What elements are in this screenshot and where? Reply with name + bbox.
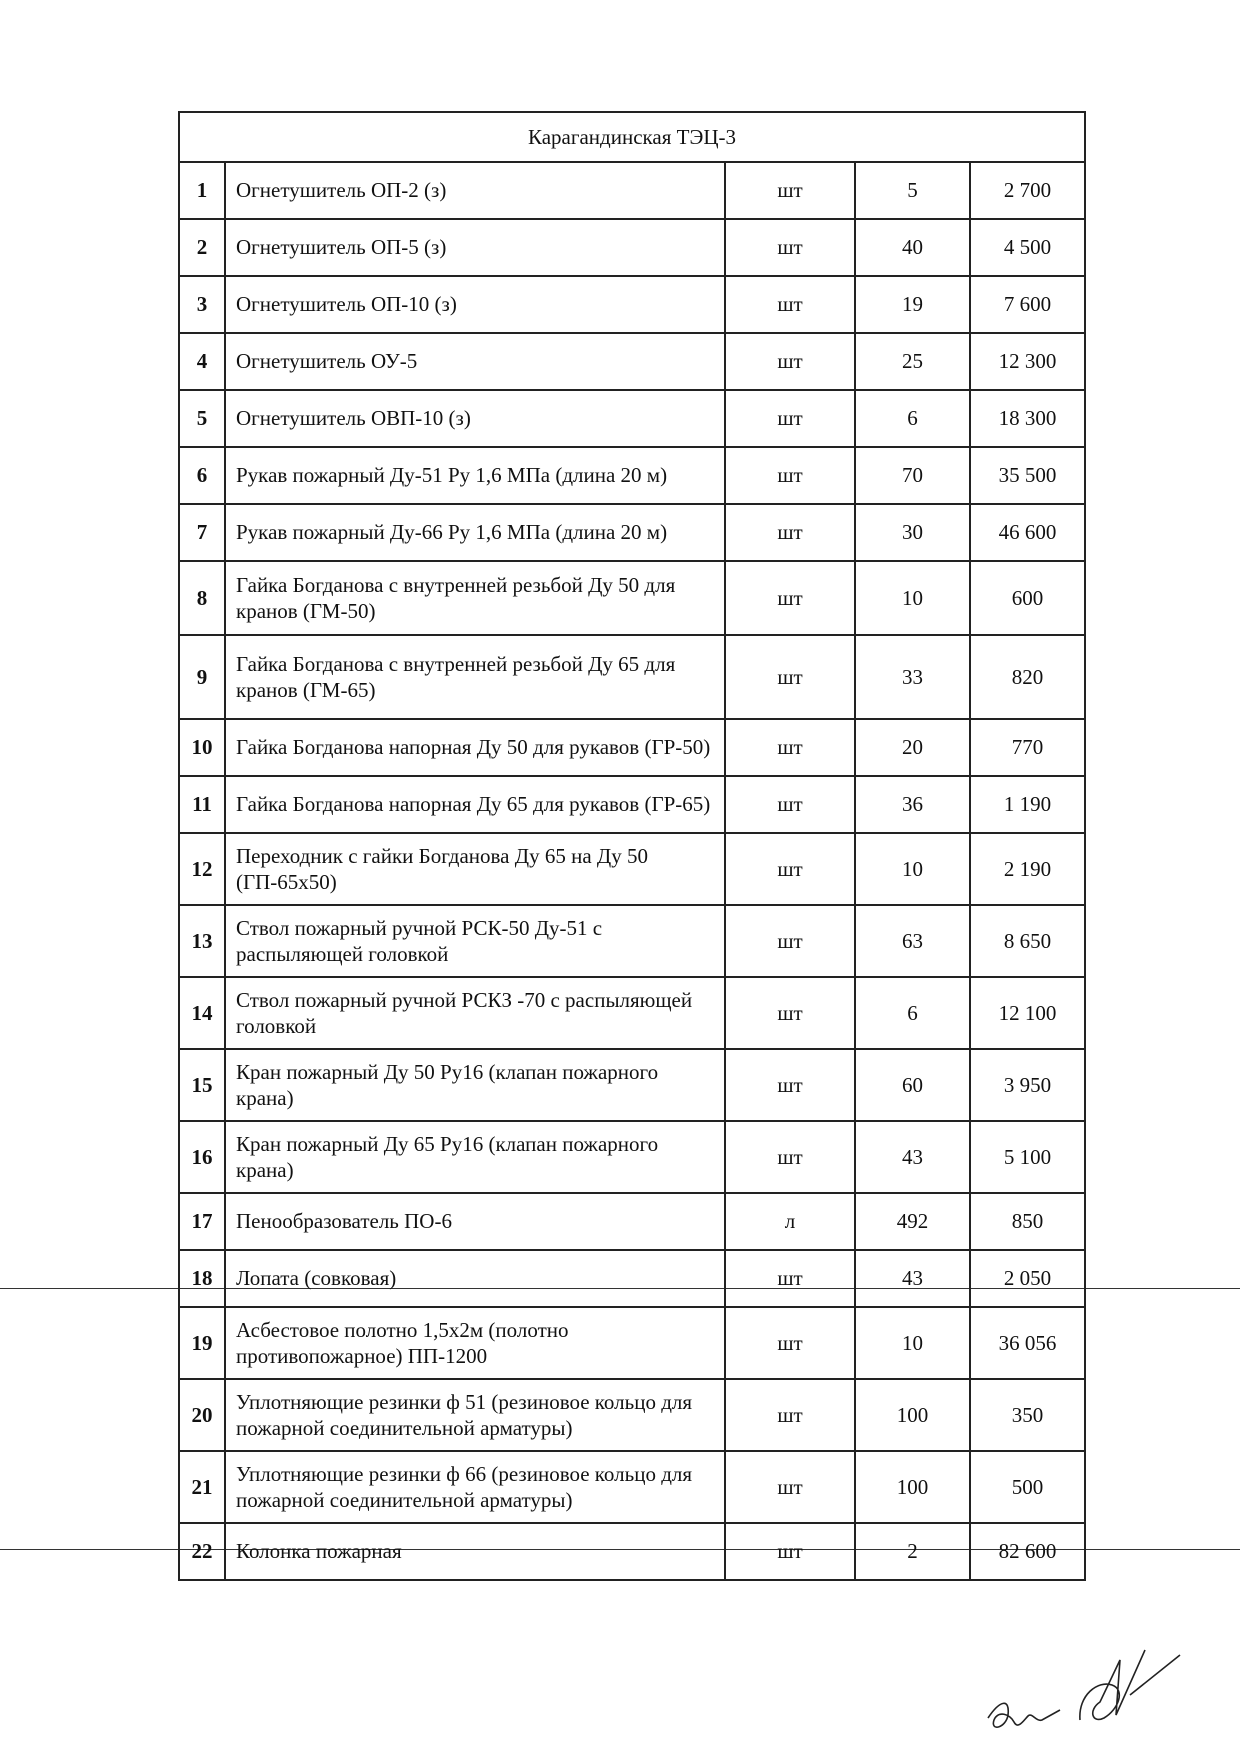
row-number: 7 — [179, 504, 225, 561]
table-row — [179, 635, 1085, 719]
table-row — [179, 504, 1085, 561]
price: 46 600 — [970, 504, 1085, 561]
row-number: 11 — [179, 776, 225, 833]
price: 5 100 — [970, 1121, 1085, 1193]
item-name: Колонка пожарная — [225, 1523, 725, 1580]
item-name: Огнетушитель ОУ-5 — [225, 333, 725, 390]
item-name: Гайка Богданова с внутренней резьбой Ду 65 для кранов (ГМ-65) — [225, 635, 725, 719]
table-row — [179, 977, 1085, 1049]
price: 35 500 — [970, 447, 1085, 504]
quantity: 43 — [855, 1121, 970, 1193]
table-row — [179, 219, 1085, 276]
price: 3 950 — [970, 1049, 1085, 1121]
item-name: Кран пожарный Ду 65 Ру16 (клапан пожарного крана) — [225, 1121, 725, 1193]
table-row — [179, 833, 1085, 905]
item-name: Огнетушитель ОП-10 (з) — [225, 276, 725, 333]
unit-of-measure: л — [725, 1193, 855, 1250]
table-row — [179, 905, 1085, 977]
unit-of-measure: шт — [725, 719, 855, 776]
price: 350 — [970, 1379, 1085, 1451]
item-name: Переходник с гайки Богданова Ду 65 на Ду 50 (ГП-65х50) — [225, 833, 725, 905]
unit-of-measure: шт — [725, 977, 855, 1049]
quantity: 20 — [855, 719, 970, 776]
quantity: 2 — [855, 1523, 970, 1580]
price: 18 300 — [970, 390, 1085, 447]
signature-image — [980, 1640, 1210, 1740]
unit-of-measure: шт — [725, 219, 855, 276]
table-row — [179, 1379, 1085, 1451]
price: 820 — [970, 635, 1085, 719]
quantity: 5 — [855, 162, 970, 219]
quantity: 63 — [855, 905, 970, 977]
item-name: Лопата (совковая) — [225, 1250, 725, 1307]
unit-of-measure: шт — [725, 1523, 855, 1580]
row-number: 1 — [179, 162, 225, 219]
row-number: 18 — [179, 1250, 225, 1307]
item-name: Уплотняющие резинки ф 66 (резиновое кольцо для пожарной соединительной арматуры) — [225, 1451, 725, 1523]
table-row — [179, 776, 1085, 833]
table-row — [179, 447, 1085, 504]
row-number: 21 — [179, 1451, 225, 1523]
price: 7 600 — [970, 276, 1085, 333]
price: 770 — [970, 719, 1085, 776]
price: 82 600 — [970, 1523, 1085, 1580]
table-row — [179, 1049, 1085, 1121]
unit-of-measure: шт — [725, 635, 855, 719]
table-row — [179, 1307, 1085, 1379]
item-name: Рукав пожарный Ду-51 Ру 1,6 МПа (длина 20 м) — [225, 447, 725, 504]
unit-of-measure: шт — [725, 1049, 855, 1121]
unit-of-measure: шт — [725, 333, 855, 390]
row-number: 15 — [179, 1049, 225, 1121]
table-row — [179, 1250, 1085, 1307]
quantity: 30 — [855, 504, 970, 561]
unit-of-measure: шт — [725, 1250, 855, 1307]
table-row — [179, 162, 1085, 219]
unit-of-measure: шт — [725, 276, 855, 333]
unit-of-measure: шт — [725, 561, 855, 635]
price: 600 — [970, 561, 1085, 635]
item-name: Гайка Богданова напорная Ду 50 для рукавов (ГР-50) — [225, 719, 725, 776]
row-number: 5 — [179, 390, 225, 447]
item-name: Гайка Богданова напорная Ду 65 для рукавов (ГР-65) — [225, 776, 725, 833]
quantity: 43 — [855, 1250, 970, 1307]
row-number: 17 — [179, 1193, 225, 1250]
price: 2 050 — [970, 1250, 1085, 1307]
quantity: 25 — [855, 333, 970, 390]
item-name: Пенообразователь ПО-6 — [225, 1193, 725, 1250]
item-name: Огнетушитель ОП-2 (з) — [225, 162, 725, 219]
item-name: Огнетушитель ОП-5 (з) — [225, 219, 725, 276]
quantity: 10 — [855, 1307, 970, 1379]
item-name: Рукав пожарный Ду-66 Ру 1,6 МПа (длина 20 м) — [225, 504, 725, 561]
item-name: Ствол пожарный ручной РСКЗ -70 с распыляющей головкой — [225, 977, 725, 1049]
unit-of-measure: шт — [725, 390, 855, 447]
price: 12 100 — [970, 977, 1085, 1049]
unit-of-measure: шт — [725, 162, 855, 219]
table-row — [179, 719, 1085, 776]
quantity: 70 — [855, 447, 970, 504]
row-number: 10 — [179, 719, 225, 776]
quantity: 6 — [855, 390, 970, 447]
price: 4 500 — [970, 219, 1085, 276]
unit-of-measure: шт — [725, 1121, 855, 1193]
row-number: 3 — [179, 276, 225, 333]
unit-of-measure: шт — [725, 776, 855, 833]
quantity: 10 — [855, 833, 970, 905]
row-number: 20 — [179, 1379, 225, 1451]
quantity: 492 — [855, 1193, 970, 1250]
quantity: 100 — [855, 1379, 970, 1451]
quantity: 60 — [855, 1049, 970, 1121]
items-table — [178, 111, 1086, 1581]
quantity: 36 — [855, 776, 970, 833]
item-name: Кран пожарный Ду 50 Ру16 (клапан пожарного крана) — [225, 1049, 725, 1121]
item-name: Асбестовое полотно 1,5х2м (полотно противопожарное) ПП-1200 — [225, 1307, 725, 1379]
row-number: 16 — [179, 1121, 225, 1193]
price: 12 300 — [970, 333, 1085, 390]
quantity: 100 — [855, 1451, 970, 1523]
unit-of-measure: шт — [725, 833, 855, 905]
quantity: 10 — [855, 561, 970, 635]
item-name: Ствол пожарный ручной РСК-50 Ду-51 с распыляющей головкой — [225, 905, 725, 977]
price: 8 650 — [970, 905, 1085, 977]
table-title-row — [179, 112, 1085, 162]
row-number: 9 — [179, 635, 225, 719]
row-number: 19 — [179, 1307, 225, 1379]
table-row — [179, 390, 1085, 447]
row-number: 12 — [179, 833, 225, 905]
quantity: 40 — [855, 219, 970, 276]
unit-of-measure: шт — [725, 1379, 855, 1451]
item-name: Уплотняющие резинки ф 51 (резиновое кольцо для пожарной соединительной арматуры) — [225, 1379, 725, 1451]
item-name: Огнетушитель ОВП-10 (з) — [225, 390, 725, 447]
table-row — [179, 1193, 1085, 1250]
table-title: Карагандинская ТЭЦ-3 — [179, 112, 1085, 162]
quantity: 6 — [855, 977, 970, 1049]
unit-of-measure: шт — [725, 1451, 855, 1523]
row-number: 8 — [179, 561, 225, 635]
row-number: 14 — [179, 977, 225, 1049]
row-number: 13 — [179, 905, 225, 977]
price: 2 700 — [970, 162, 1085, 219]
price: 2 190 — [970, 833, 1085, 905]
row-number: 4 — [179, 333, 225, 390]
quantity: 33 — [855, 635, 970, 719]
price: 850 — [970, 1193, 1085, 1250]
unit-of-measure: шт — [725, 1307, 855, 1379]
table-row — [179, 1451, 1085, 1523]
item-name: Гайка Богданова с внутренней резьбой Ду 50 для кранов (ГМ-50) — [225, 561, 725, 635]
unit-of-measure: шт — [725, 504, 855, 561]
row-number: 2 — [179, 219, 225, 276]
quantity: 19 — [855, 276, 970, 333]
row-number: 22 — [179, 1523, 225, 1580]
table-row — [179, 1121, 1085, 1193]
price: 36 056 — [970, 1307, 1085, 1379]
table-row — [179, 1523, 1085, 1580]
table-row — [179, 561, 1085, 635]
table-row — [179, 333, 1085, 390]
price: 1 190 — [970, 776, 1085, 833]
price: 500 — [970, 1451, 1085, 1523]
table-row — [179, 276, 1085, 333]
unit-of-measure: шт — [725, 905, 855, 977]
row-number: 6 — [179, 447, 225, 504]
unit-of-measure: шт — [725, 447, 855, 504]
